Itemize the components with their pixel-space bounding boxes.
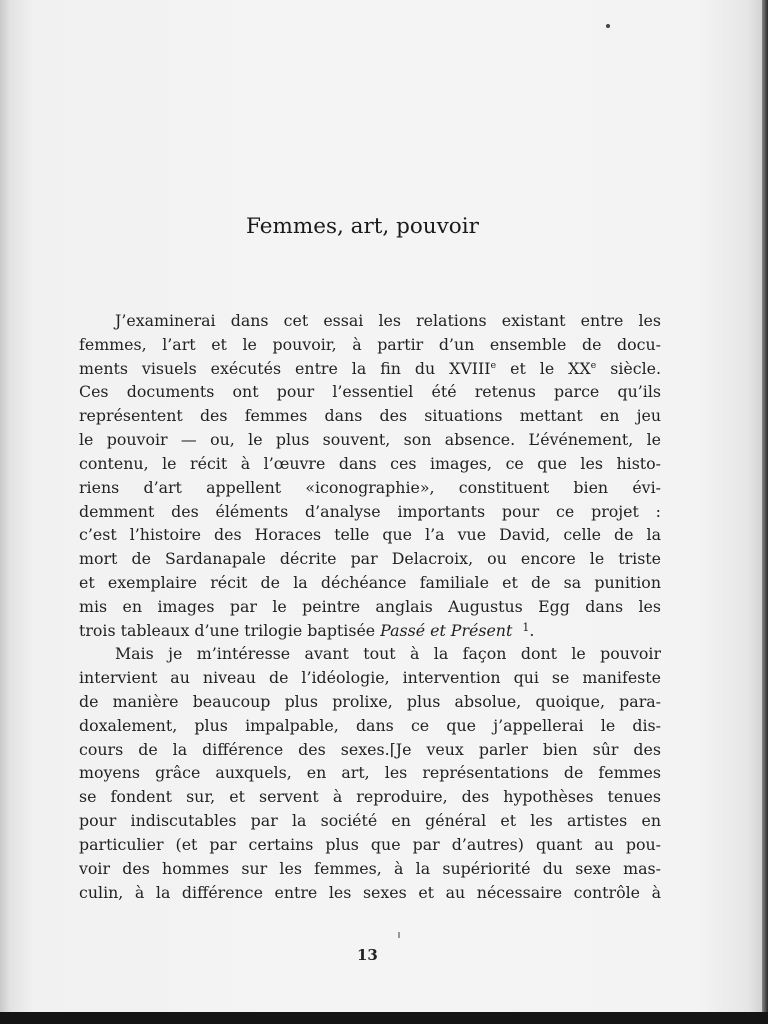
text-line: pour indiscutables par la société en général et les artistes en: [79, 811, 661, 831]
book-spine-edge: [762, 0, 768, 1024]
page-number: 13: [357, 946, 378, 964]
text-line: [79, 619, 661, 643]
chapter-title: Femmes, art, pouvoir: [246, 214, 479, 239]
text-line: c’est l’histoire des Horaces telle que l’a vue David, celle de la: [79, 525, 661, 545]
text-line: [79, 357, 661, 381]
pencil-mark: ⌈: [389, 739, 396, 759]
text-line: mis en images par le peintre anglais Augustus Egg dans les: [79, 596, 661, 616]
text-line: Ces documents ont pour l’essentiel été retenus parce qu’ils: [79, 382, 661, 402]
text-line: J’examinerai dans cet essai les relations existant entre les: [115, 311, 661, 330]
text-line: doxalement, plus impalpable, dans ce que j’appellerai le dis-: [79, 715, 661, 735]
text-span: ments visuels exécutés entre la fin du XVIII: [79, 358, 491, 378]
text-line: intervient au niveau de l’idéologie, intervention qui se manifeste: [79, 668, 661, 688]
superscript: e: [490, 359, 497, 371]
text-line: particulier (et par certains plus que par d’autres) quant au pou-: [79, 834, 661, 854]
text-line: voir des hommes sur les femmes, à la supériorité du sexe mas-: [79, 858, 661, 878]
text-span: siècle.: [596, 358, 661, 378]
text-line: culin, à la différence entre les sexes et au nécessaire contrôle à: [79, 882, 661, 902]
text-line: femmes, l’art et le pouvoir, à partir d’un ensemble de docu-: [79, 334, 661, 354]
text-line: le pouvoir — ou, le plus souvent, son absence. L’événement, le: [79, 430, 661, 450]
text-line: mort de Sardanapale décrite par Delacroix, ou encore le triste: [79, 549, 661, 569]
text-line: moyens grâce auxquels, en art, les représentations de femmes: [79, 763, 661, 783]
show-through-from-reverse: [130, 95, 675, 305]
dust-speck: [398, 932, 400, 938]
footnote-reference: 1: [522, 620, 530, 634]
text-line: représentent des femmes dans des situations mettant en jeu: [79, 406, 661, 426]
dust-speck: [606, 24, 610, 28]
text-line: Mais je m’intéresse avant tout à la façon dont le pouvoir: [115, 644, 661, 664]
text-line: riens d’art appellent «iconographie», constituent bien évi-: [79, 477, 661, 497]
text-line: de manière beaucoup plus prolixe, plus absolue, quoique, para-: [79, 692, 661, 711]
text-span: Je veux parler bien sûr des: [395, 739, 661, 759]
text-line: se fondent sur, et servent à reproduire, des hypothèses tenues: [79, 787, 661, 807]
superscript: e: [590, 359, 597, 371]
text-span: cours de la différence des sexes.: [79, 739, 390, 759]
text-span: et le XX: [496, 358, 591, 378]
text-span: .: [529, 620, 535, 640]
text-span: trois tableaux d’une trilogie baptisée: [79, 620, 381, 640]
body-text: [79, 309, 661, 904]
artwork-title: Passé et Présent: [380, 620, 513, 640]
text-line: demment des éléments d’analyse importants pour ce projet :: [79, 501, 661, 521]
text-line: contenu, le récit à l’œuvre dans ces images, ce que les histo-: [79, 453, 661, 473]
scanner-bottom-edge: [0, 1012, 768, 1024]
text-line: et exemplaire récit de la déchéance familiale et de sa punition: [79, 572, 661, 592]
text-line: [79, 738, 661, 762]
